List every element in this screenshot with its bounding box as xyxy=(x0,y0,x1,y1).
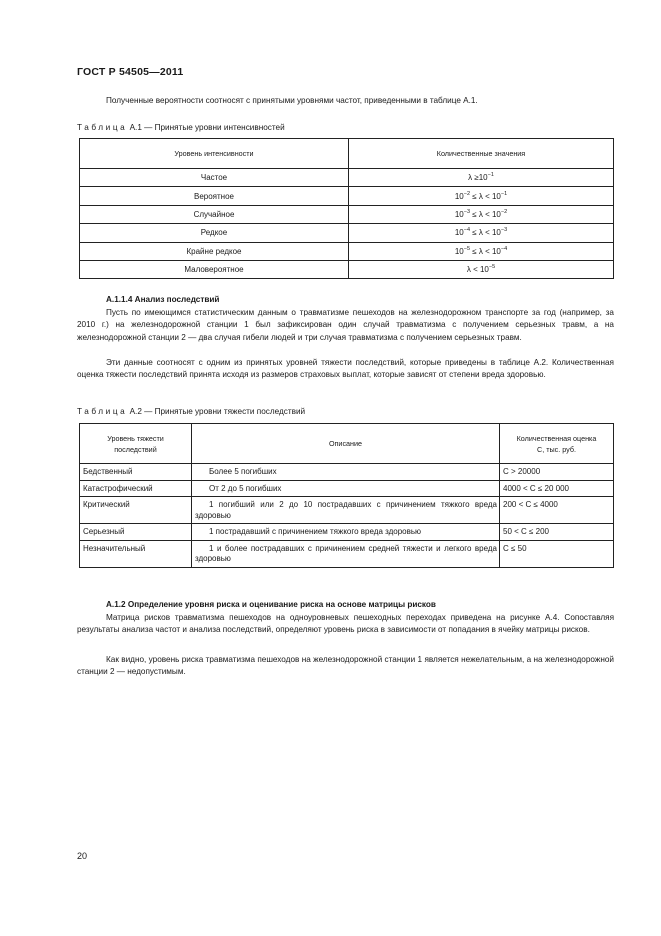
table-row xyxy=(80,242,614,260)
table2-caption-word: Таблица xyxy=(77,407,128,416)
risk-matrix-paragraph-2: Как видно, уровень риска травматизма пешеходов на железнодорожной станции 1 является нежелательным, а на железнодорожной станции 2 — недопустимым. xyxy=(77,655,614,677)
severity-level: Катастрофический xyxy=(80,480,192,497)
severity-description: 1 погибший или 2 до 10 пострадавших с причинением тяжкого вреда здоровью xyxy=(192,497,500,524)
table-row xyxy=(80,524,614,541)
severity-estimate: 200 < С ≤ 4000 xyxy=(500,497,614,524)
column-header-intensity: Уровень интенсивности xyxy=(80,139,349,169)
table-row xyxy=(80,187,614,205)
severity-level: Незначительный xyxy=(80,540,192,567)
section-heading-a12: А.1.2 Определение уровня риска и оценивание риска на основе матрицы рисков xyxy=(106,600,436,609)
table1-caption-title: А.1 — Принятые уровни интенсивностей xyxy=(129,123,285,132)
column-header-estimate: Количественная оценка С, тыс. руб. xyxy=(500,424,614,464)
intensity-value: $10^{-4} \le \lambda < 10^{-3}$ xyxy=(349,224,614,242)
intensity-level: Маловероятное xyxy=(80,260,349,278)
intensity-value: $\lambda \ge 10^{-1}$ xyxy=(349,169,614,187)
intensity-value: $\lambda < 10^{-5}$ xyxy=(349,260,614,278)
column-header-description: Описание xyxy=(192,424,500,464)
consequences-paragraph-1: Пусть по имеющимся статистическим данным о травматизме пешеходов на железнодорожном транспорте за год (например, за 2010 г.) на железнодорожной станции 1 был зафиксирован один случай травматизма с получением серьезных травм, а на железнодорожной станции 2 — два случая гибели людей и три случая травматизма с получением серьезных травм. xyxy=(77,308,614,342)
severity-estimate: С ≤ 50 xyxy=(500,540,614,567)
table1-caption-word: Таблица xyxy=(77,123,128,132)
table-row xyxy=(80,224,614,242)
consequences-paragraph-2: Эти данные соотносят с одним из принятых уровней тяжести последствий, которые приведены в таблице А.2. Количественная оценка тяжести последствий принята исходя из размеров страховых выплат, которые зависят от степени вреда здоровью. xyxy=(77,358,614,380)
severity-description: 1 и более пострадавших с причинением средней тяжести и легкого вреда здоровью xyxy=(192,540,500,567)
table-row xyxy=(80,260,614,278)
severity-estimate: 50 < С ≤ 200 xyxy=(500,524,614,541)
table-row xyxy=(80,169,614,187)
table-header-row xyxy=(80,424,614,464)
severity-level: Серьезный xyxy=(80,524,192,541)
table-row xyxy=(80,497,614,524)
intensity-value: $10^{-3} \le \lambda < 10^{-2}$ xyxy=(349,205,614,223)
risk-matrix-paragraph-1: Матрица рисков травматизма пешеходов на одноуровневых пешеходных переходах приведена на рисунке А.4. Сопоставляя результаты анализа частот и анализа последствий, определяют уровень риска в зависимости от попадания в ячейку матрицы рисков. xyxy=(77,613,614,635)
severity-description: Более 5 погибших xyxy=(192,464,500,481)
document-header: ГОСТ Р 54505—2011 xyxy=(77,66,184,78)
intensity-level: Крайне редкое xyxy=(80,242,349,260)
intensity-level: Редкое xyxy=(80,224,349,242)
severity-estimate: С > 20000 xyxy=(500,464,614,481)
table2-caption xyxy=(77,407,305,416)
column-header-severity: Уровень тяжести последствий xyxy=(80,424,192,464)
severity-description: 1 пострадавший с причинением тяжкого вреда здоровью xyxy=(192,524,500,541)
severity-description: От 2 до 5 погибших xyxy=(192,480,500,497)
table-row xyxy=(80,464,614,481)
page-number: 20 xyxy=(77,851,88,861)
table-row xyxy=(80,205,614,223)
table2-caption-title: А.2 — Принятые уровни тяжести последствий xyxy=(129,407,306,416)
severity-level: Бедственный xyxy=(80,464,192,481)
column-header-quantitative: Количественные значения xyxy=(349,139,614,169)
intensity-level: Вероятное xyxy=(80,187,349,205)
table-row xyxy=(80,540,614,567)
table-header-row xyxy=(80,139,614,169)
table1-caption xyxy=(77,123,285,132)
severity-levels-table xyxy=(79,423,614,568)
table-row xyxy=(80,480,614,497)
intensity-levels-table xyxy=(79,138,614,279)
severity-level: Критический xyxy=(80,497,192,524)
intensity-value: $10^{-2} \le \lambda < 10^{-1}$ xyxy=(349,187,614,205)
intro-paragraph: Полученные вероятности соотносят с принятыми уровнями частот, приведенными в таблице А.1. xyxy=(106,96,478,105)
section-heading-a114: А.1.1.4 Анализ последствий xyxy=(106,295,220,304)
severity-estimate: 4000 < С ≤ 20 000 xyxy=(500,480,614,497)
intensity-value: $10^{-5} \le \lambda < 10^{-4}$ xyxy=(349,242,614,260)
intensity-level: Частое xyxy=(80,169,349,187)
intensity-level: Случайное xyxy=(80,205,349,223)
